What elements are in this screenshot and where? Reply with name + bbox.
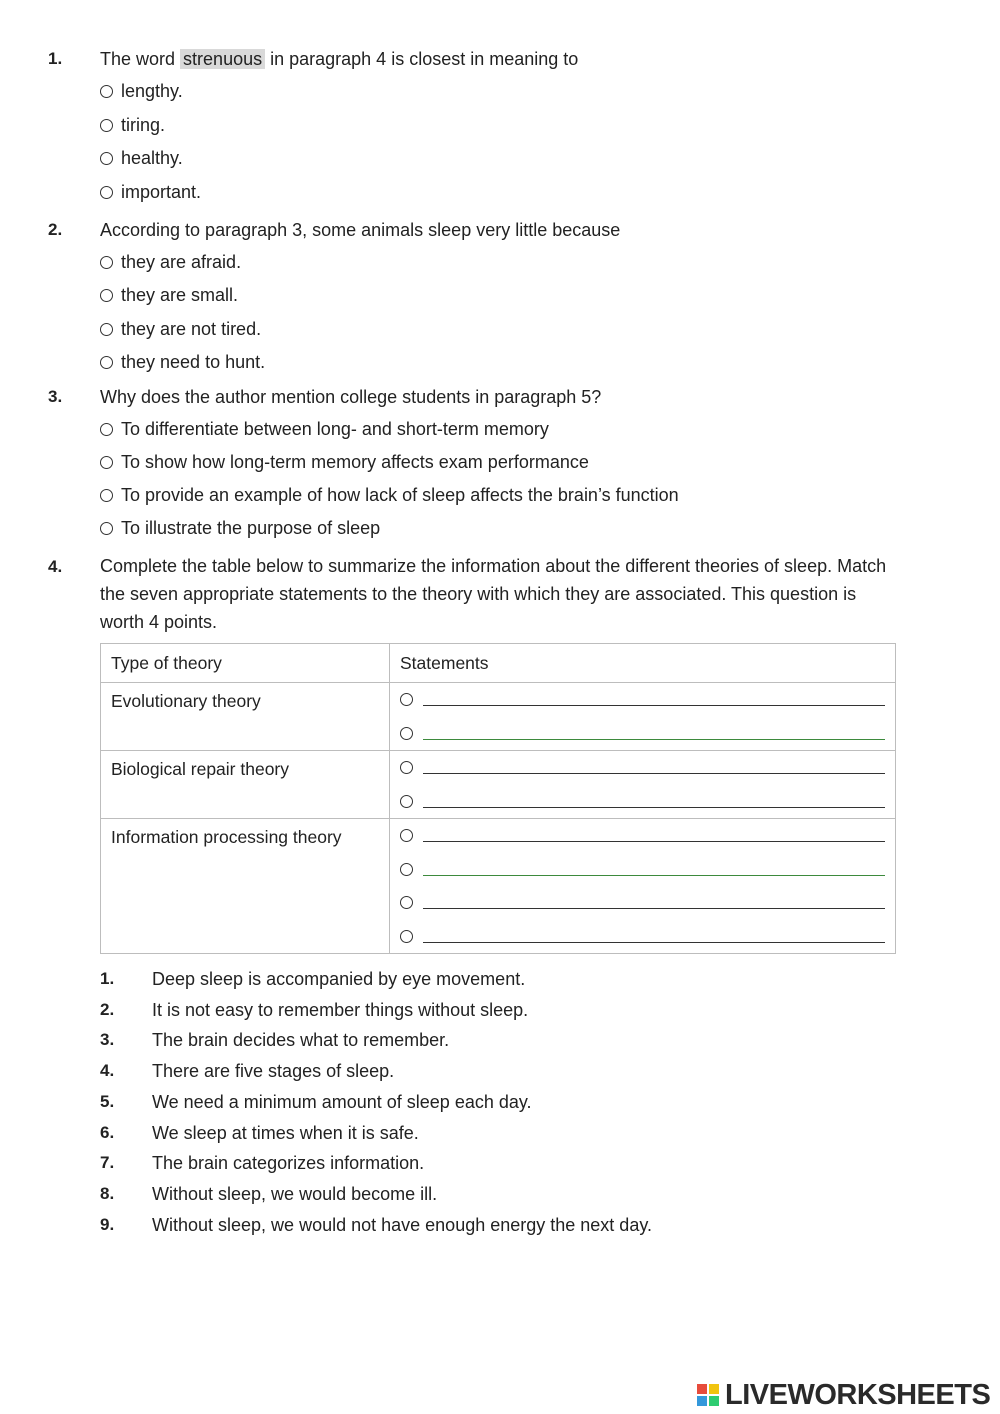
statement-slot[interactable]	[390, 853, 895, 887]
statement-number: 4.	[100, 1061, 115, 1080]
radio-button-icon[interactable]	[400, 863, 413, 876]
radio-button-icon[interactable]	[100, 522, 113, 535]
radio-button-icon[interactable]	[400, 829, 413, 842]
radio-button-icon[interactable]	[400, 795, 413, 808]
radio-button-icon[interactable]	[100, 119, 113, 132]
statement-text: It is not easy to remember things without sleep.	[152, 999, 529, 1020]
radio-button-icon[interactable]	[100, 152, 113, 165]
statement-slots	[390, 683, 896, 751]
answer-option[interactable]	[100, 79, 183, 103]
answer-option[interactable]	[100, 250, 241, 274]
radio-button-icon[interactable]	[100, 423, 113, 436]
answer-option[interactable]	[100, 350, 265, 374]
answer-line[interactable]	[423, 773, 885, 774]
logo-mark-icon	[697, 1384, 719, 1406]
statement-number: 7.	[100, 1153, 115, 1172]
radio-button-icon[interactable]	[400, 727, 413, 740]
question-text	[100, 45, 890, 73]
statement-slot[interactable]	[390, 717, 895, 751]
answer-option[interactable]	[100, 113, 165, 137]
logo-text: LIVEWORKSHEETS	[725, 1378, 991, 1411]
statement-text: Deep sleep is accompanied by eye movement.	[152, 968, 526, 989]
answer-option[interactable]	[100, 283, 238, 307]
theory-name: Biological repair theory	[101, 751, 390, 819]
liveworksheets-logo	[697, 1380, 990, 1410]
statement-slots	[390, 751, 896, 819]
statement-text: There are five stages of sleep.	[152, 1060, 395, 1081]
statement-text: Without sleep, we would not have enough energy the next day.	[152, 1214, 652, 1235]
option-label: To provide an example of how lack of sleep affects the brain’s function	[121, 484, 679, 505]
table-row	[101, 751, 896, 819]
theory-name: Information processing theory	[101, 819, 390, 954]
radio-button-icon[interactable]	[400, 693, 413, 706]
question-number: 2.	[48, 220, 63, 239]
statement-text: We sleep at times when it is safe.	[152, 1122, 419, 1143]
logo-square	[709, 1384, 719, 1394]
theory-name: Evolutionary theory	[101, 683, 390, 751]
logo-square	[697, 1384, 707, 1394]
radio-button-icon[interactable]	[400, 761, 413, 774]
radio-button-icon[interactable]	[100, 489, 113, 502]
statement-number: 6.	[100, 1123, 115, 1142]
list-item	[100, 966, 525, 992]
answer-option[interactable]	[100, 317, 261, 341]
theory-table	[100, 643, 896, 954]
statement-text: Without sleep, we would become ill.	[152, 1183, 438, 1204]
option-label: important.	[121, 181, 202, 202]
list-item	[100, 1089, 532, 1115]
table-row	[101, 819, 896, 954]
statement-number: 8.	[100, 1184, 115, 1203]
radio-button-icon[interactable]	[100, 323, 113, 336]
statement-text: We need a minimum amount of sleep each day.	[152, 1091, 532, 1112]
statement-slot[interactable]	[390, 920, 895, 954]
highlighted-word: strenuous	[180, 49, 265, 69]
option-label: To differentiate between long- and short-term memory	[121, 418, 549, 439]
answer-line[interactable]	[423, 875, 885, 876]
radio-button-icon[interactable]	[100, 456, 113, 469]
list-item	[100, 1027, 449, 1053]
list-item	[100, 1150, 424, 1176]
question-text: Complete the table below to summarize the information about the different theories of sleep. Match the seven appropriate statements to the theory with which they are associated. This question is worth 4 points.	[100, 556, 887, 632]
statement-number: 1.	[100, 969, 115, 988]
question-number: 1.	[48, 49, 63, 68]
statement-slot[interactable]	[390, 819, 895, 853]
answer-option[interactable]	[100, 146, 183, 170]
table-header-row	[101, 644, 896, 683]
list-item	[100, 1058, 394, 1084]
statement-slot[interactable]	[390, 751, 895, 785]
statement-slots	[390, 819, 896, 954]
answer-line[interactable]	[423, 841, 885, 842]
statement-number: 3.	[100, 1030, 115, 1049]
option-label: To show how long-term memory affects exam performance	[121, 451, 589, 472]
logo-square	[697, 1396, 707, 1406]
statement-number: 5.	[100, 1092, 115, 1111]
statement-slot[interactable]	[390, 886, 895, 920]
statement-text: The brain decides what to remember.	[152, 1029, 450, 1050]
question-number: 4.	[48, 557, 63, 576]
answer-line[interactable]	[423, 807, 885, 808]
answer-line[interactable]	[423, 908, 885, 909]
list-item	[100, 1120, 419, 1146]
table-row	[101, 683, 896, 751]
answer-option[interactable]	[100, 483, 679, 507]
question-number: 3.	[48, 387, 63, 406]
option-label: lengthy.	[121, 80, 183, 101]
option-label: they need to hunt.	[121, 351, 266, 372]
option-label: they are small.	[121, 284, 239, 305]
list-item	[100, 1212, 652, 1238]
answer-option[interactable]	[100, 516, 380, 540]
answer-line[interactable]	[423, 705, 885, 706]
option-label: To illustrate the purpose of sleep	[121, 517, 381, 538]
list-item	[100, 1181, 437, 1207]
option-label: healthy.	[121, 147, 183, 168]
question-text-end: in paragraph 4 is closest in meaning to	[265, 49, 579, 69]
statement-text: The brain categorizes information.	[152, 1152, 425, 1173]
question-text: According to paragraph 3, some animals sleep very little because	[100, 220, 621, 240]
answer-line[interactable]	[423, 942, 885, 943]
radio-button-icon[interactable]	[100, 85, 113, 98]
radio-button-icon[interactable]	[100, 186, 113, 199]
answer-option[interactable]	[100, 180, 201, 204]
question-text: Why does the author mention college students in paragraph 5?	[100, 387, 602, 407]
statement-number: 2.	[100, 1000, 115, 1019]
option-label: tiring.	[121, 114, 166, 135]
radio-button-icon[interactable]	[100, 356, 113, 369]
answer-option[interactable]	[100, 450, 589, 474]
table-header-type: Type of theory	[101, 644, 390, 683]
statement-slot[interactable]	[390, 683, 895, 717]
answer-line[interactable]	[423, 739, 885, 740]
radio-button-icon[interactable]	[100, 256, 113, 269]
question-text-start: The word	[100, 49, 181, 69]
table-header-statements: Statements	[390, 644, 896, 683]
radio-button-icon[interactable]	[400, 930, 413, 943]
radio-button-icon[interactable]	[100, 289, 113, 302]
radio-button-icon[interactable]	[400, 896, 413, 909]
option-label: they are not tired.	[121, 318, 262, 339]
statement-slot[interactable]	[390, 785, 895, 819]
statement-number: 9.	[100, 1215, 115, 1234]
answer-option[interactable]	[100, 417, 549, 441]
option-label: they are afraid.	[121, 251, 242, 272]
logo-square	[709, 1396, 719, 1406]
list-item	[100, 997, 528, 1023]
